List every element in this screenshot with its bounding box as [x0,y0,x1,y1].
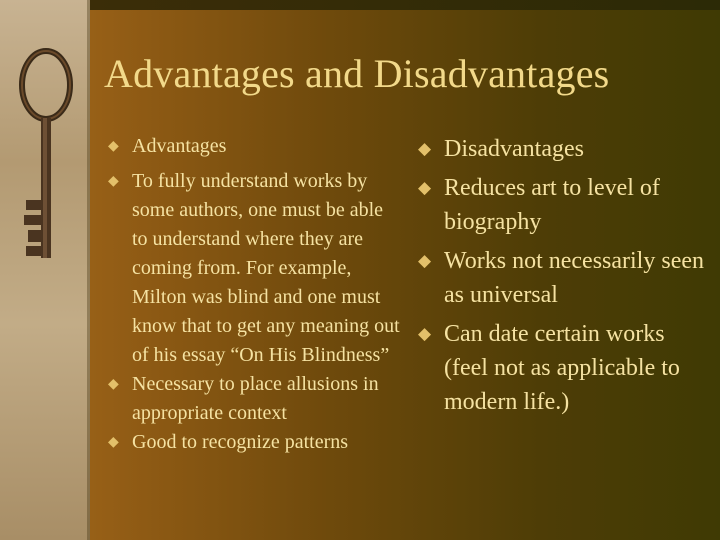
list-item [108,370,400,428]
advantages-heading: Advantages [132,135,227,157]
slide-title: Advantages and Disadvantages [104,51,610,96]
list-item [418,244,714,312]
list-item [418,317,714,419]
top-bar [90,0,720,10]
list-item [418,132,714,166]
disadvantage-text: Works not necessarily seen as universal [444,248,704,308]
diamond-bullet-icon: ◆ [108,139,119,154]
key-image [8,40,88,270]
disadvantages-list [418,132,714,424]
disadvantages-heading: Disadvantages [444,136,584,162]
advantages-list [108,132,400,457]
diamond-bullet-icon: ◆ [418,139,432,158]
key-image-strip [0,0,90,540]
disadvantage-text: Can date certain works (feel not as applicable to modern life.) [444,321,680,415]
diamond-bullet-icon: ◆ [418,251,432,270]
list-item [108,132,400,161]
diamond-bullet-icon: ◆ [108,174,119,189]
diamond-bullet-icon: ◆ [108,377,119,392]
diamond-bullet-icon: ◆ [108,435,119,450]
advantage-text: Necessary to place allusions in appropriate context [132,373,379,424]
list-item [418,171,714,239]
diamond-bullet-icon: ◆ [418,324,432,343]
advantage-text: Good to recognize patterns [132,431,349,453]
disadvantage-text: Reduces art to level of biography [444,175,660,235]
list-item [108,167,400,370]
list-item [108,428,400,457]
advantage-text: To fully understand works by some authors, one must be able to understand where they are coming from. For example, Milton was blind and one must know that to get any meaning out of his essay “On His Blindness” [132,170,400,366]
diamond-bullet-icon: ◆ [418,178,432,197]
